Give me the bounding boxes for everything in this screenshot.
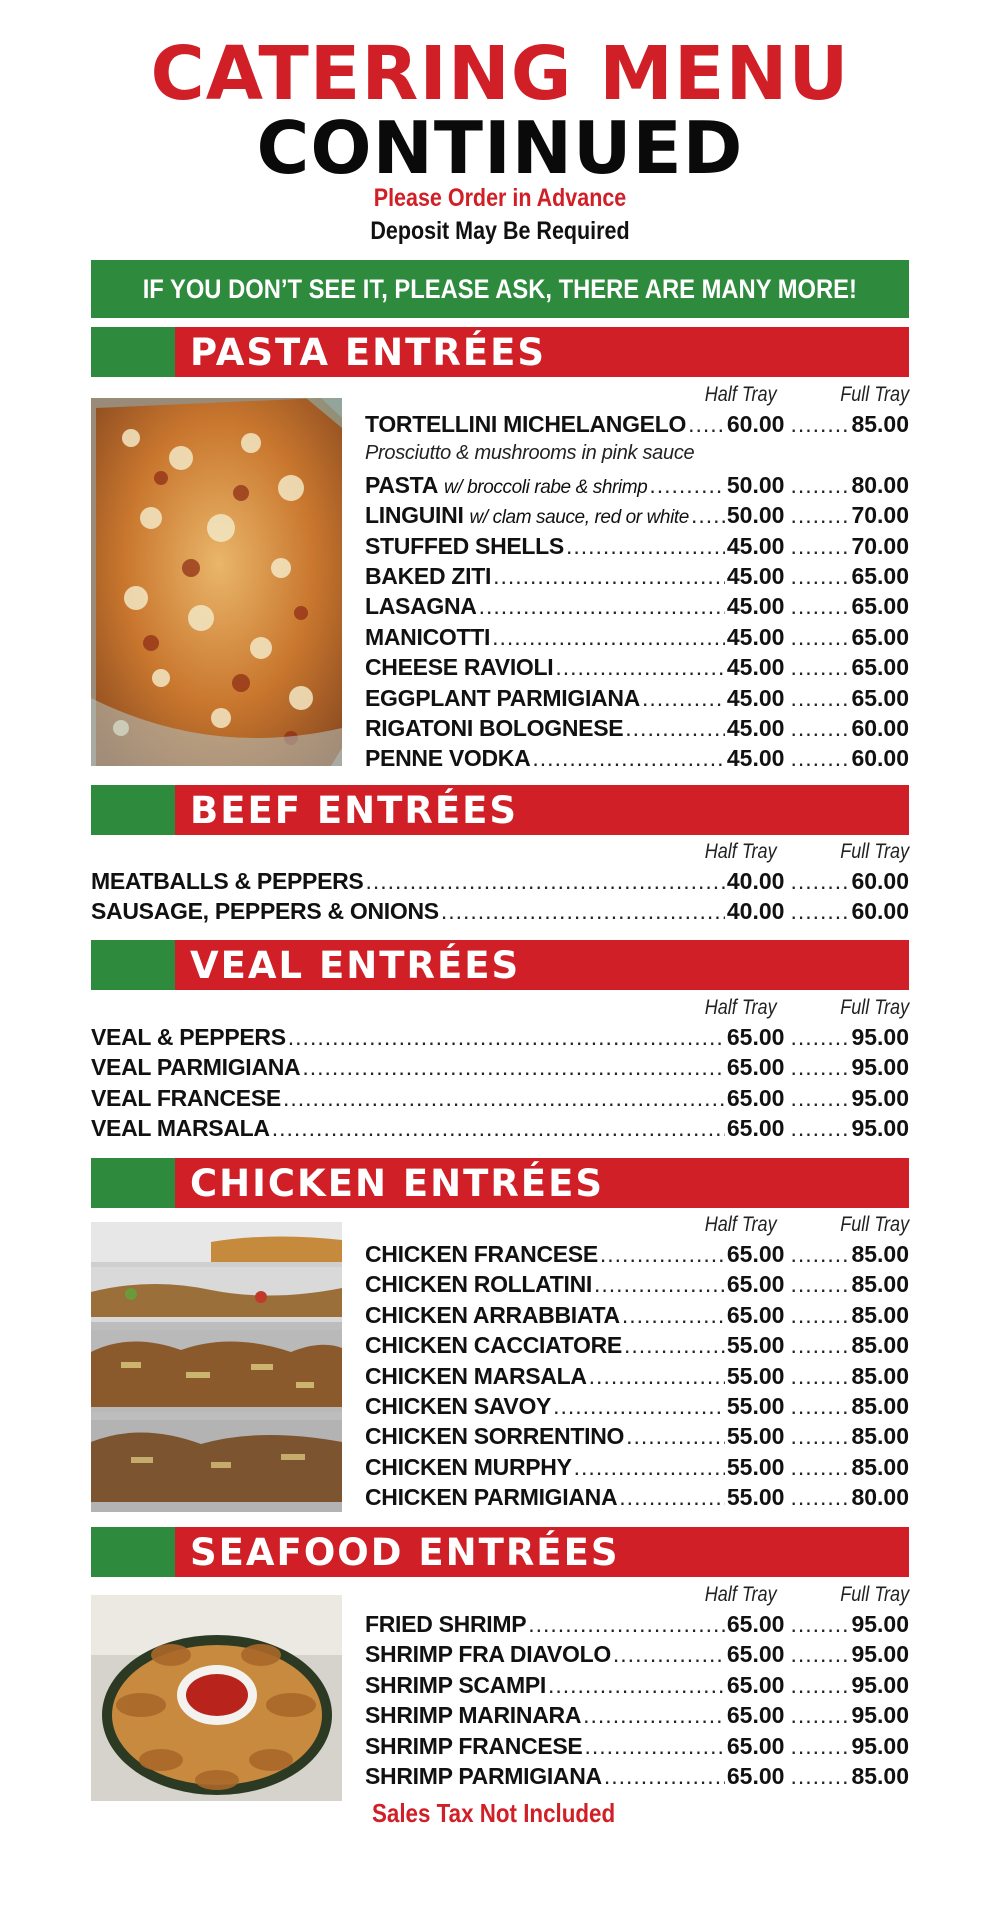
leader-dots [589,1363,725,1390]
half-tray-price: 45.00 [726,684,785,711]
item-name: EGGPLANT PARMIGIANA [365,684,640,711]
half-tray-price: 65.00 [726,1763,785,1789]
item-name: FRIED SHRIMP [365,1611,527,1637]
leader-dots [283,1085,725,1112]
leader-dots [272,1115,725,1142]
menu-item-pasta [365,593,909,623]
leader-dots [790,1024,848,1051]
menu-item-seafood [365,1641,909,1671]
half-tray-price: 40.00 [726,898,785,925]
full-tray-price: 60.00 [851,715,909,741]
full-tray-price: 85.00 [851,411,909,437]
leader-dots [492,624,725,651]
leader-dots [790,502,848,529]
full-tray-price: 95.00 [851,1115,909,1142]
item-name: CHICKEN PARMIGIANA [365,1484,618,1511]
leader-dots [790,1733,848,1760]
full-tray-price: 85.00 [851,1423,909,1450]
leader-dots [790,1054,848,1081]
full-tray-price: 95.00 [851,1084,909,1111]
menu-item-pasta [365,624,909,654]
menu-item-chicken [365,1332,909,1362]
full-tray-price: 65.00 [851,623,909,650]
menu-item-seafood [365,1763,909,1793]
leader-dots [691,502,725,529]
half-tray-price: 55.00 [726,1453,785,1480]
leader-dots [790,1302,848,1329]
item-name: VEAL MARSALA [91,1115,270,1142]
full-tray-price: 60.00 [851,898,909,925]
half-tray-price: 45.00 [726,623,785,650]
half-tray-price: 65.00 [726,1641,785,1668]
item-name: PENNE VODKA [365,745,531,772]
leader-dots [790,1085,848,1112]
section-header-chicken [91,1158,909,1208]
menu-item-pasta [365,654,909,684]
leader-dots [790,1423,848,1450]
full-tray-price: 80.00 [851,1484,909,1511]
full-tray-price: 95.00 [851,1641,909,1668]
item-name: MANICOTTI [365,623,491,650]
leader-dots [790,1241,848,1268]
half-tray-price: 65.00 [726,1671,785,1698]
item-name: SHRIMP PARMIGIANA [365,1763,602,1789]
half-tray-price: 65.00 [726,1702,785,1729]
half-tray-price: 65.00 [726,1301,785,1328]
item-name: TORTELLINI MICHELANGELO [365,411,687,437]
half-tray-price: 50.00 [726,471,785,498]
item-name: MEATBALLS & PEPPERS [91,868,364,894]
leader-dots [790,533,848,560]
menu-item-chicken [365,1271,909,1301]
item-name: SHRIMP MARINARA [365,1702,582,1729]
leader-dots [619,1484,725,1511]
menu-item-seafood [365,1672,909,1702]
item-name: VEAL PARMIGIANA [91,1054,301,1081]
leader-dots [790,1454,848,1481]
menu-item-chicken [365,1484,909,1514]
col-head-full-chicken: Full Tray [840,1213,909,1236]
leader-dots [555,654,725,681]
section-title-chicken: CHICKEN ENTRÉES [190,1162,605,1205]
menu-item-beef [91,868,909,898]
leader-dots [790,1271,848,1298]
item-name: CHICKEN CACCIATORE [365,1332,622,1359]
full-tray-price: 95.00 [851,1611,909,1637]
half-tray-price: 55.00 [726,1423,785,1450]
half-tray-price: 65.00 [726,1611,785,1637]
item-name: CHEESE RAVIOLI [365,654,554,681]
half-tray-price: 65.00 [726,1054,785,1081]
leader-dots [649,472,725,499]
half-tray-price: 65.00 [726,1115,785,1142]
col-head-half-beef: Half Tray [705,840,777,863]
menu-item-pasta [365,715,909,745]
full-tray-price: 70.00 [851,532,909,559]
leader-dots [790,868,848,895]
menu-item-chicken [365,1302,909,1332]
leader-dots [600,1241,725,1268]
leader-dots [479,593,725,620]
title-line-2: CONTINUED [256,106,744,190]
leader-dots [626,1423,725,1450]
leader-dots [790,624,848,651]
leader-dots [642,685,725,712]
half-tray-price: 65.00 [726,1241,785,1267]
half-tray-price: 50.00 [726,502,785,529]
full-tray-price: 65.00 [851,654,909,681]
half-tray-price: 45.00 [726,532,785,559]
deposit-note: Deposit May Be Required [370,217,630,245]
half-tray-price: 45.00 [726,593,785,620]
leader-dots [790,685,848,712]
leader-dots [622,1302,725,1329]
leader-dots [790,411,848,438]
col-head-full-pasta: Full Tray [840,383,909,406]
menu-item-seafood [365,1733,909,1763]
item-name: CHICKEN MURPHY [365,1453,572,1480]
leader-dots [548,1672,725,1699]
full-tray-price: 85.00 [851,1241,909,1267]
col-head-full-veal: Full Tray [840,996,909,1019]
item-name: VEAL & PEPPERS [91,1024,286,1050]
menu-item-chicken [365,1393,909,1423]
full-tray-price: 60.00 [851,868,909,894]
leader-dots [790,1702,848,1729]
leader-dots [625,715,725,742]
section-title-veal: VEAL ENTRÉES [190,944,521,987]
full-tray-price: 65.00 [851,563,909,589]
leader-dots [790,1763,848,1790]
half-tray-price: 40.00 [726,868,785,894]
half-tray-price: 55.00 [726,1332,785,1359]
half-tray-price: 55.00 [726,1393,785,1419]
section-header-veal [91,940,909,990]
full-tray-price: 85.00 [851,1763,909,1789]
col-head-half-seafood: Half Tray [705,1583,777,1606]
half-tray-price: 55.00 [726,1484,785,1511]
leader-dots [553,1393,725,1420]
full-tray-price: 85.00 [851,1271,909,1298]
section-header-pasta [91,327,909,377]
leader-dots [604,1763,725,1790]
item-name: CHICKEN SAVOY [365,1393,552,1419]
col-head-half-chicken: Half Tray [705,1213,777,1236]
item-name: SAUSAGE, PEPPERS & ONIONS [91,898,439,925]
leader-dots [790,1484,848,1511]
menu-item-pasta [365,411,909,441]
item-name: CHICKEN ARRABBIATA [365,1301,620,1328]
item-name: PASTA [365,471,439,498]
full-tray-price: 80.00 [851,471,909,498]
half-tray-price: 45.00 [726,563,785,589]
half-tray-price: 45.00 [726,715,785,741]
section-header-seafood [91,1527,909,1577]
item-name: BAKED ZITI [365,563,492,589]
leader-dots [493,563,725,590]
leader-dots [688,411,725,438]
half-tray-price: 45.00 [726,745,785,772]
menu-item-chicken [365,1454,909,1484]
full-tray-price: 95.00 [851,1702,909,1729]
item-name: SHRIMP FRA DIAVOLO [365,1641,611,1668]
leader-dots [790,1393,848,1420]
menu-item-pasta [365,533,909,563]
item-name: VEAL FRANCESE [91,1084,281,1111]
half-tray-price: 45.00 [726,654,785,681]
full-tray-price: 95.00 [851,1732,909,1759]
item-name: STUFFED SHELLS [365,532,564,559]
item-name: LASAGNA [365,593,477,620]
ask-banner: IF YOU DON’T SEE IT, PLEASE ASK, THERE ARE MANY MORE! [91,260,909,318]
menu-item-veal [91,1115,909,1145]
leader-dots [441,898,725,925]
leader-dots [574,1454,725,1481]
leader-dots [790,1672,848,1699]
section-header-beef [91,785,909,835]
item-description: w/ broccoli rabe & shrimp [444,476,648,498]
item-name: CHICKEN FRANCESE [365,1241,598,1267]
menu-item-pasta [365,685,909,715]
order-advance-note: Please Order in Advance [373,184,627,212]
full-tray-price: 95.00 [851,1024,909,1050]
leader-dots [584,1733,724,1760]
item-name: CHICKEN SORRENTINO [365,1423,625,1450]
leader-dots [365,868,724,895]
item-name: RIGATONI BOLOGNESE [365,715,624,741]
half-tray-price: 65.00 [726,1024,785,1050]
leader-dots [790,472,848,499]
leader-dots [613,1641,725,1668]
full-tray-price: 85.00 [851,1332,909,1359]
half-tray-price: 65.00 [726,1084,785,1111]
full-tray-price: 85.00 [851,1362,909,1389]
item-name: SHRIMP FRANCESE [365,1732,583,1759]
menu-item-beef [91,898,909,928]
tortellini-description: Prosciutto & mushrooms in pink sauce [365,442,695,464]
leader-dots [790,1115,848,1142]
full-tray-price: 85.00 [851,1393,909,1419]
section-title-pasta: PASTA ENTRÉES [190,331,547,374]
full-tray-price: 60.00 [851,745,909,772]
menu-item-pasta [365,502,909,532]
item-description: w/ clam sauce, red or white [469,507,689,529]
menu-item-seafood [365,1702,909,1732]
leader-dots [566,533,725,560]
col-head-half-pasta: Half Tray [705,383,777,406]
full-tray-price: 85.00 [851,1453,909,1480]
item-name: LINGUINI [365,502,464,529]
section-title-beef: BEEF ENTRÉES [190,789,519,832]
menu-item-pasta [365,563,909,593]
leader-dots [302,1054,725,1081]
item-name: SHRIMP SCAMPI [365,1671,546,1698]
section-title-seafood: SEAFOOD ENTRÉES [190,1531,620,1574]
col-head-full-seafood: Full Tray [840,1583,909,1606]
menu-item-pasta [365,472,909,502]
full-tray-price: 70.00 [851,502,909,529]
full-tray-price: 65.00 [851,684,909,711]
menu-item-veal [91,1085,909,1115]
menu-item-seafood [365,1611,909,1641]
menu-item-chicken [365,1423,909,1453]
menu-item-veal [91,1054,909,1084]
leader-dots [790,715,848,742]
menu-item-pasta [365,745,909,775]
leader-dots [594,1271,725,1298]
leader-dots [790,563,848,590]
half-tray-price: 55.00 [726,1362,785,1389]
leader-dots [790,1332,848,1359]
leader-dots [528,1611,725,1638]
leader-dots [790,1611,848,1638]
half-tray-price: 65.00 [726,1271,785,1298]
full-tray-price: 95.00 [851,1054,909,1081]
col-head-half-veal: Half Tray [705,996,777,1019]
leader-dots [288,1024,725,1051]
leader-dots [583,1702,725,1729]
leader-dots [532,745,724,772]
half-tray-price: 65.00 [726,1732,785,1759]
title-line-1: CATERING MENU [150,31,850,117]
full-tray-price: 95.00 [851,1671,909,1698]
leader-dots [790,654,848,681]
menu-item-veal [91,1024,909,1054]
menu-item-chicken [365,1363,909,1393]
leader-dots [790,745,848,772]
half-tray-price: 60.00 [726,411,785,437]
sales-tax-note: Sales Tax Not Included [372,1798,616,1828]
fried-shrimp-photo [91,1595,342,1801]
leader-dots [624,1332,725,1359]
leader-dots [790,1641,848,1668]
menu-item-chicken [365,1241,909,1271]
item-name: CHICKEN ROLLATINI [365,1271,593,1298]
leader-dots [790,593,848,620]
full-tray-price: 85.00 [851,1301,909,1328]
full-tray-price: 65.00 [851,593,909,620]
leader-dots [790,898,848,925]
leader-dots [790,1363,848,1390]
baked-pasta-photo [91,398,342,766]
col-head-full-beef: Full Tray [840,840,909,863]
chicken-trays-photo [91,1222,342,1512]
item-name: CHICKEN MARSALA [365,1362,587,1389]
